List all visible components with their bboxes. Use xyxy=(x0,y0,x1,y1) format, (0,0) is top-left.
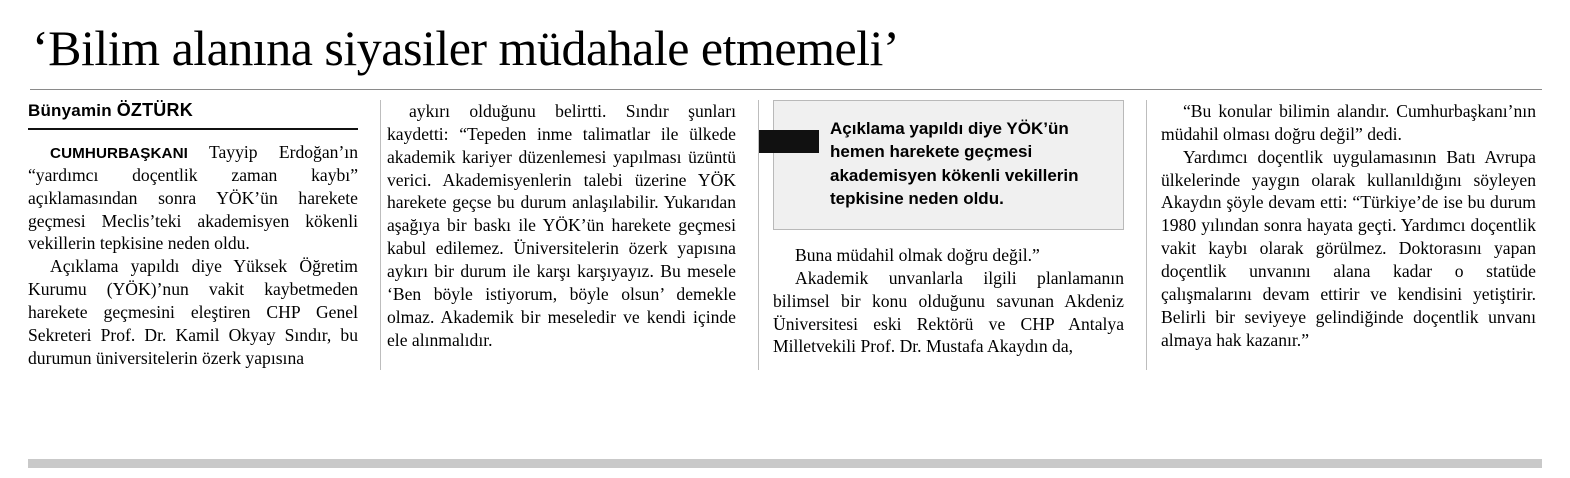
newspaper-article-page xyxy=(0,22,1570,478)
byline-last-name: ÖZTÜRK xyxy=(116,100,193,120)
article-columns xyxy=(28,100,1542,370)
column-1 xyxy=(28,100,380,370)
pullquote-text: Açıklama yapıldı diye YÖK’ün hemen harekete geçmesi akademisyen kökenli vekillerin tepkisine neden oldu. xyxy=(830,119,1079,209)
paragraph: Açıklama yapıldı diye Yüksek Öğretim Kurumu (YÖK)’nun vakit kaybetmeden harekete geçmesini eleştiren CHP Genel Sekreteri Prof. Dr. Kamil Okyay Sındır, bu durumun üniversitelerin özerk yapısına xyxy=(28,256,358,368)
column-3 xyxy=(758,100,1146,370)
column-2 xyxy=(380,100,758,370)
paragraph xyxy=(28,141,358,255)
lead-in-text: CUMHURBAŞKANI xyxy=(50,145,188,162)
pullquote-box xyxy=(773,100,1124,230)
paragraph: aykırı olduğunu belirtti. Sındır şunları kaydetti: “Tepeden inme talimatlar ile ülkede akademik kariyer düzenlemesi yapılması üzüntü verici. Akademisyenlerin talebi üzerine YÖK harekete geçse bu durum anlaşılabilir. Yukarıdan aşağıya bir baskı ile YÖK’ün harekete geçmesi kabul edilemez. Üniversitelerin özerk yapısına aykırı bir durum ile karşı karşıyayız. Bu mesele ‘Ben böyle istiyorum, böyle olsun’ demekle olmaz. Akademik bir meseledir ve kendi içinde ele alınmalıdır. xyxy=(387,101,736,350)
byline-first-name: Bünyamin xyxy=(28,101,112,120)
byline xyxy=(28,100,358,128)
pullquote-block xyxy=(773,100,1124,230)
byline-divider xyxy=(28,128,358,130)
paragraph: “Bu konular bilimin alandır. Cumhurbaşkanı’nın müdahil olması doğru değil” dedi. xyxy=(1161,101,1536,144)
headline-divider xyxy=(30,89,1542,90)
page-footer-bar xyxy=(28,459,1542,468)
paragraph: Akademik unvanlarla ilgili planlamanın bilimsel bir konu olduğunu savunan Akdeniz Üniversitesi eski Rektörü ve CHP Antalya Milletvekili Prof. Dr. Mustafa Akaydın da, xyxy=(773,267,1124,357)
column-4 xyxy=(1146,100,1536,370)
paragraph: Yardımcı doçentlik uygulamasının Batı Avrupa ülkelerinde yaygın olarak kullanıldığını söyleyen Akaydın şöyle devam etti: “Türkiye’de ise bu durum 1980 yılından sonra hayata geçti. Yardımcı doçentlik vakit kaybı olarak görülmez. Doktorasını yapan doçentlik unvanını alana kadar o statüde çalışmalarını devam ettirir ve kendisini yetiştirir. Belirli bir seviyeye gelindiğinde doçentlik unvanı almaya hak kazanır.” xyxy=(1161,146,1536,350)
paragraph-text: Tayyip Erdoğan’ın “yardımcı doçentlik zaman kaybı” açıklamasından sonra YÖK’ün harekete geçmesi Meclis’teki akademisyen kökenli vekillerin tepkisine neden oldu. xyxy=(28,142,358,254)
page-title: ‘Bilim alanına siyasiler müdahale etmemeli’ xyxy=(32,20,900,76)
paragraph: Buna müdahil olmak doğru değil.” xyxy=(795,245,1040,265)
quote-bar-icon xyxy=(759,130,819,153)
